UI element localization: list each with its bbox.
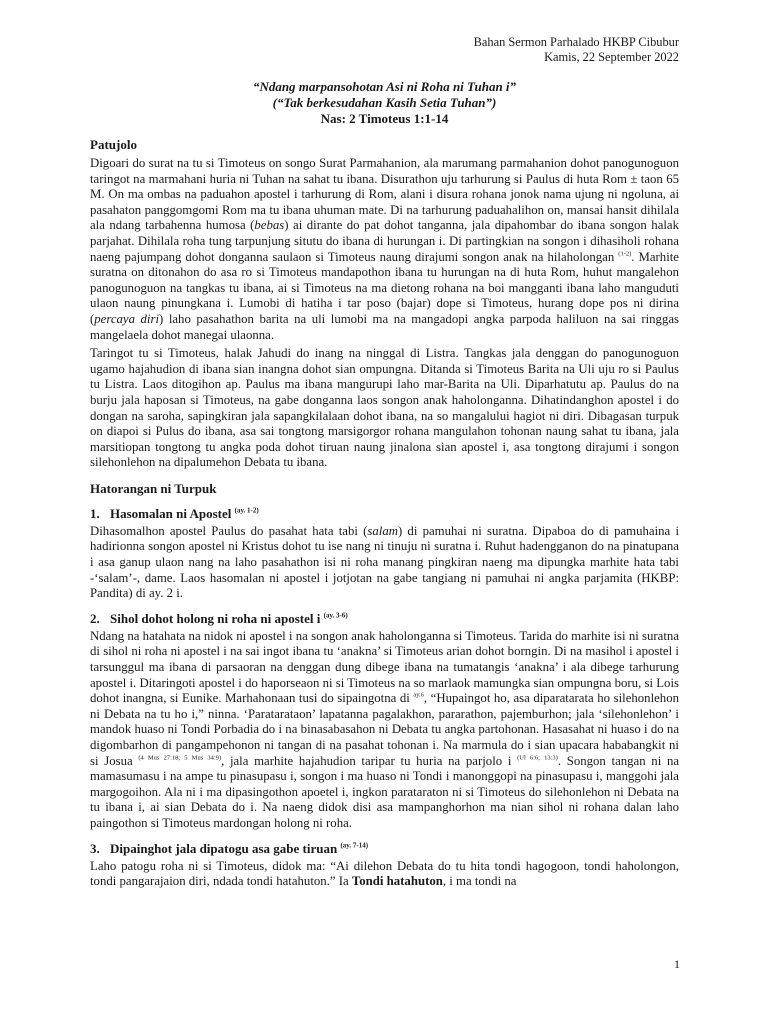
subsection-1-paragraph xyxy=(90,524,679,602)
verse-reference: (1-2) xyxy=(618,250,632,258)
bold-term: Tondi hatahuton xyxy=(351,874,443,889)
verse-reference: ay.6 xyxy=(413,691,424,699)
section-heading-patujolo: Patujolo xyxy=(90,137,137,152)
subsection-2-paragraph xyxy=(90,629,679,832)
patujolo-paragraph-2: Taringot tu si Timoteus, halak Jahudi do inang na ninggal di Listra. Tangkas jala denggan do panogunoguon ugamo hajahudion di ibana sian inangna dohot sian ompungna. Ditanda si Timoteus Barita na Uli uju ro si Paulus tu Listra. Laos ditogihon ap. Paulus ma ibana mangurupi laho mar-Barita na Uli. Diparhatutu ap. Paulus do na burju jala haposan si Timoteus, na gabe donganna laos songon anak haholonganna. Dihatindanghon apostel i do dongan na saroha, sapingkiran jala sapangkilalaan dohot ibana, na so mangalului hagiot ni diri. Dibagasan turpuk on diapoi si Pulus do ibana, asa sai tongtong marsigorgor rohana mangulahon tohonan naung sahat tu ibana, jala marsitiopan tongtong tu angka poda dohot tiruan naung jinalona sian apostel i, asa tongtong dirajumi i songon silehonlehon na dipalumehon Debata tu ibana. xyxy=(90,346,679,470)
text-run: ) di pamuhai ni suratna. Dipaboa do di pamuhaina i hadirionna songon apostel ni Kristus dohot tu ise nang ni tinuju ni suratna i. Ruhut hadengganon do na pinatupana i asa ganup ulaon nang na laho pasahathon isi ni roha manang pingkiran naeng ma dipungka marhite hata tabi -‘salam’-, dame. Laos hasomalan ni apostel i jotjotan na gabe tangiang ni pamuhai ni angka parjamita (HKBP: Pandita) di ay. 2 i. xyxy=(90,523,680,601)
verse-reference: (4 Mus 27:18; 5 Mus 34:9) xyxy=(138,754,222,762)
text-run: , “Hupaingot ho, asa diparatarata ho silehonlehon ni Debata na tu ho i,” ninna. ‘Paratarataon’ lapatanna pagalakhon, pararathon, pajemburhon; jala ‘silehonlehon’ i mandok huaso ni Tondi Porbadia do i na binasabasahon ni Debata tu angka partohonan. Hasasahat ni huaso i do na digombarhon di pangampehonon ni tangan di na pasahat tohonan i. Na marmula do i sian upacara hababangkit ni si Josua xyxy=(90,691,679,768)
subsection-number: 2. xyxy=(90,610,100,626)
verse-reference: (ay. 3-6) xyxy=(323,611,348,620)
text-run: . Marhite suratna on ditonahon do asa ro si Timoteus mandapothon ibana tu hurungan na di huta Rom, huhut mangalehon panogunoguon na tangkas tu ibana, ai si Timoteus na ma dietong rohana na boi mangganti ibana laho manguduti ulaon naung pinungkana i. Lumobi di hatiha i tar poso (bajar) dope si Timoteus, hurang dope pos ni dirina ( xyxy=(90,249,679,326)
title-line-2: (“Tak berkesudahan Kasih Setia Tuhan”) xyxy=(272,95,497,110)
verse-reference: (ay. 1-2) xyxy=(234,506,259,515)
title-line-1: “Ndang marpansohotan Asi ni Roha ni Tuhan i” xyxy=(252,79,517,94)
italic-term: percaya diri xyxy=(94,311,160,326)
header-line-2: Kamis, 22 September 2022 xyxy=(544,50,679,64)
text-run: Dihasomalhon apostel Paulus do pasahat hata tabi ( xyxy=(90,523,368,538)
text-run: Laho patogu roha ni si Timoteus, didok ma: “Ai dilehon Debata do tu hita tondi hagogoon, tondi haholongon, tondi pangarajaion diri, ndada tondi hatahuton.” Ia xyxy=(90,858,679,889)
sermon-title-block xyxy=(90,79,679,127)
verse-reference: (ay. 7-14) xyxy=(340,841,369,850)
italic-term: salam xyxy=(367,523,398,538)
text-run: Digoari do surat na tu si Timoteus on songo Surat Parmahanion, ala marumang parmahanion dohot panogunoguon taringot na marmahani huria ni Tuhan na sahat tu ibana. Disurathon uju tarhurung si Paulus di huta Rom ± taon 65 M. On ma ombas na paduahon apostel i tarhurung di Rom, alani i disura rohana jonok nama ujung ni ngoluna, ai pasahaton panggomgomi Rom ma tu ibana uhuman mate. Di na tarhurung paduahalihon on, mansai hansit dihilala ala ndang tarbahenna humosa ( xyxy=(90,156,679,233)
patujolo-paragraph-1 xyxy=(90,156,679,343)
page-content xyxy=(90,35,679,890)
subsection-number: 3. xyxy=(90,840,100,856)
text-run: ) laho pasahathon barita na uli lumobi ma na mangadopi angka parpoda haliluon na sai ringgas mangelaela dohot manegai ulaonna. xyxy=(90,311,679,342)
verse-reference: (Ul 6:6; 13:3) xyxy=(517,754,558,762)
subsection-1-heading xyxy=(90,506,679,522)
text-run: ) ai dirante do pat dohot tanganna, jala dipahombar do ibana songon halak parjahat. Dihilala roha tung tarpunjung situtu do ibana di hurungan i. Di partingkian na songon i dihasiholi rohana naeng pajumpang dohot donganna saulaon si Timoteus naung dirajumi songon anak na hilaholongan xyxy=(90,218,680,264)
text-run: , jala marhite hajahudion taripar tu huria na parjolo i xyxy=(221,753,512,768)
header-line-1: Bahan Sermon Parhalado HKBP Cibubur xyxy=(473,35,679,49)
subsection-number: 1. xyxy=(90,505,100,521)
text-run: , i ma tondi na xyxy=(442,874,517,889)
subsection-3-paragraph xyxy=(90,859,679,890)
text-run: . Songon tangan ni na mamasumasu i na ampe tu pinasupasu i, songon i ma huaso ni Tondi i manonggopi na pinasupasu i, manggohi jala margogoihon. Ala ni i ma dipasingothon apoetel i, ingkon parataraton ni si Timoteus do silehonlehon ni Debata na tu ibana i, ai sian Debata do i. Na naeng didok disi asa mampanghorhon ma nian sihol ni rohana dalan laho paingothon si Timoteus mardongan holong ni roha. xyxy=(90,753,680,830)
subsection-2-heading xyxy=(90,611,679,627)
subsection-title: Hasomalan ni Apostel xyxy=(110,505,232,521)
subsection-title: Sihol dohot holong ni roha ni apostel i xyxy=(110,610,321,626)
page-header xyxy=(90,35,679,65)
subsection-title: Dipainghot jala dipatogu asa gabe tiruan xyxy=(110,840,338,856)
text-run: Ndang na hatahata na nidok ni apostel i na songon anak haholonganna si Timoteus. Tarida do marhite isi ni suratna di sihol ni roha ni apostel i na sai ingot ibana tu ‘anakna’ si Timoteus arian dohot borngin. Di na masihol i apostel i tarsunggul ma ibana di parsaoran na denggan dung dibege ibana na tumatangis ‘anakna’ i ala dibege tarhurung apostel i. Ditaringoti apostel i do haporseaon ni si Timoteus na so marlaok mamungka sian ompungna boru, si Lois dohot inangna, si Eunike. Marhahonaan tusi do sipaingotna di xyxy=(90,628,679,706)
subsection-3-heading xyxy=(90,841,679,857)
section-heading-hatorangan: Hatorangan ni Turpuk xyxy=(90,480,217,496)
title-line-3: Nas: 2 Timoteus 1:1-14 xyxy=(320,111,449,126)
page-number: 1 xyxy=(674,957,680,971)
italic-term: bebas xyxy=(254,218,285,233)
